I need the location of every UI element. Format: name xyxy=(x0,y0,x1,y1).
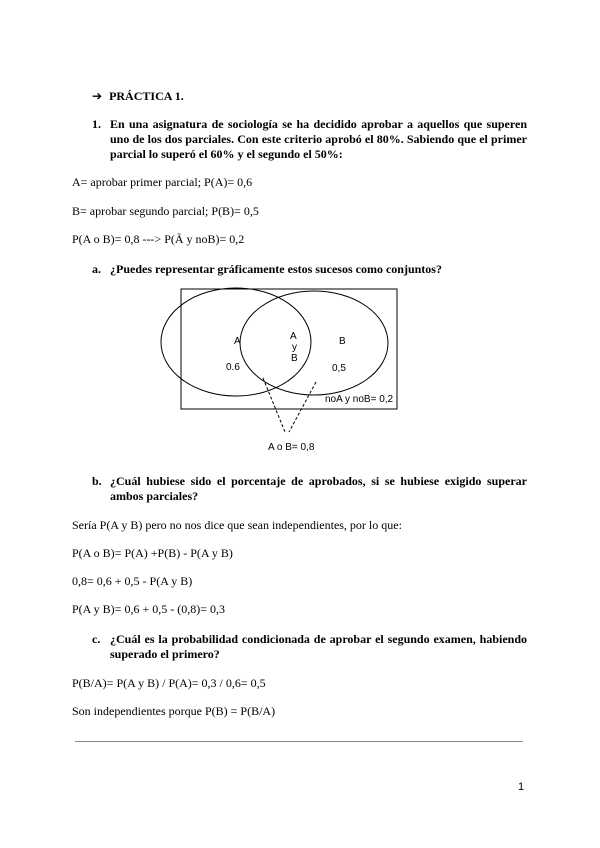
set-b-value: 0,5 xyxy=(332,363,346,374)
question-1-text: En una asignatura de sociología se ha decidido aprobar a aquellos que superen uno de los dos parciales. Con este criterio aprobó el 80%. Sabiendo que el primer parcial lo superó el 60% y el segundo el 50%: xyxy=(110,117,527,161)
question-a-label: a. xyxy=(92,262,101,276)
page-number: 1 xyxy=(518,781,525,793)
universe-rectangle xyxy=(181,289,397,409)
definition-union: P(A o B)= 0,8 ---> P(Ã y noB)= 0,2 xyxy=(72,232,245,246)
section-heading xyxy=(92,89,184,104)
arrow-icon: ➔ xyxy=(92,89,103,103)
answer-b-line-1: Sería P(A y B) pero no nos dice que sean independientes, por lo que: xyxy=(72,518,402,532)
answer-b-line-4: P(A y B)= 0,6 + 0,5 - (0,8)= 0,3 xyxy=(72,602,225,616)
venn-diagram xyxy=(150,280,450,460)
section-title: PRÁCTICA 1. xyxy=(109,89,184,103)
set-b-ellipse xyxy=(240,291,388,395)
answer-b-line-2: P(A o B)= P(A) +P(B) - P(A y B) xyxy=(72,546,233,560)
intersection-label-2: y xyxy=(292,342,297,353)
set-a-value: 0.6 xyxy=(226,362,240,373)
definition-b: B= aprobar segundo parcial; P(B)= 0,5 xyxy=(72,204,259,218)
intersection-label-1: A xyxy=(290,331,297,342)
question-c-text: ¿Cuál es la probabilidad condicionada de aprobar el segundo examen, habiendo superado el primero? xyxy=(110,632,527,661)
question-1-number: 1. xyxy=(92,117,101,131)
definition-a: A= aprobar primer parcial; P(A)= 0,6 xyxy=(72,175,253,189)
intersection-label-3: B xyxy=(291,353,298,364)
answer-b-line-3: 0,8= 0,6 + 0,5 - P(A y B) xyxy=(72,574,193,588)
question-b-label: b. xyxy=(92,474,102,488)
answer-c-line-1: P(B/A)= P(A y B) / P(A)= 0,3 / 0,6= 0,5 xyxy=(72,676,266,690)
question-c-label: c. xyxy=(92,632,101,646)
union-label: A o B= 0,8 xyxy=(268,442,315,453)
footer-divider xyxy=(75,741,523,742)
question-a-text: ¿Puedes representar gráficamente estos sucesos como conjuntos? xyxy=(110,262,442,276)
set-a-label: A xyxy=(234,336,241,347)
outside-region-label: noA y noB= 0,2 xyxy=(325,394,394,405)
set-b-label: B xyxy=(339,336,346,347)
answer-c-line-2: Son independientes porque P(B) = P(B/A) xyxy=(72,704,276,718)
union-pointer-right xyxy=(289,382,316,432)
union-pointer-left xyxy=(263,378,285,432)
question-b-text: ¿Cuál hubiese sido el porcentaje de aprobados, si se hubiese exigido superar ambos parciales? xyxy=(110,474,527,503)
